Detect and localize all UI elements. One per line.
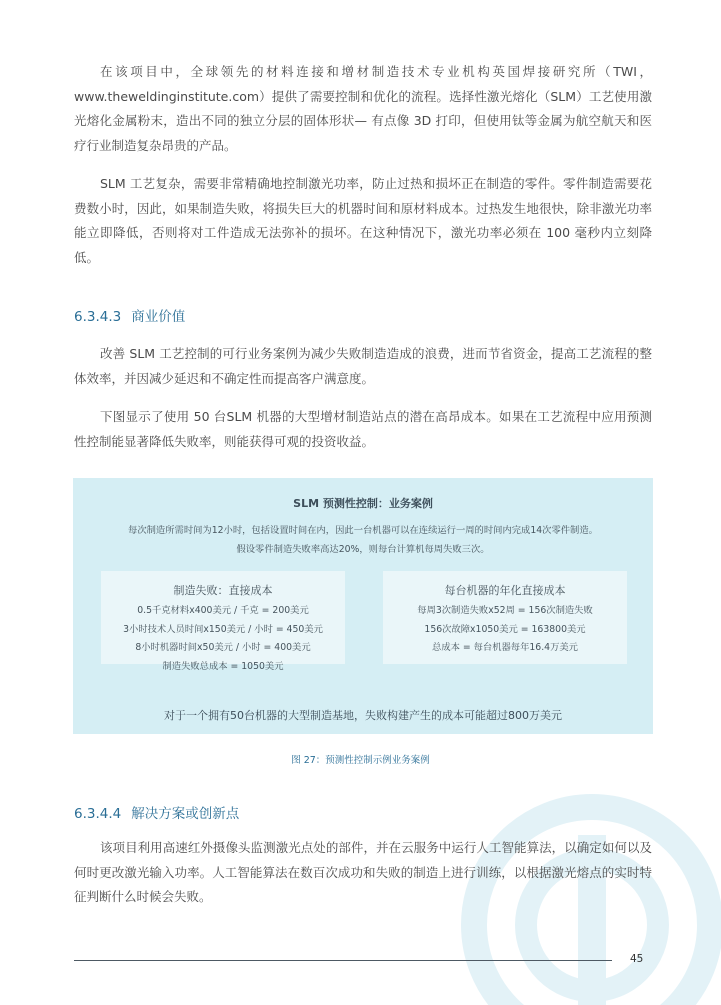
- section-title: 商业价值: [131, 309, 186, 325]
- figure-conclusion: 对于一个拥有50台机器的大型制造基地，失败构建产生的成本可能超过800万美元: [164, 709, 562, 722]
- business-case-figure: [73, 478, 653, 734]
- card-title: 制造失败：直接成本: [173, 584, 273, 597]
- card-lines: [101, 602, 345, 676]
- intro-paragraph: 在该项目中，全球领先的材料连接和增材制造技术专业机构英国焊接研究所（TWI，www.theweldinginstitute.com）提供了需要控制和优化的流程。选择性激光熔化（SLM）工艺使用激光熔化金属粉末，造出不同的独立分层的固体形状— 有点像 3D 打印，但使用钛等金属为航空航天和医疗行业制造复杂昂贵的产品。: [74, 64, 652, 153]
- figure-intro-paragraph: 下图显示了使用 50 台SLM 机器的大型增材制造站点的潜在高昂成本。如果在工艺流程中应用预测性控制能显著降低失败率，则能获得可观的投资收益。: [74, 409, 652, 449]
- section-heading-solution: [74, 802, 239, 822]
- cost-line: 8小时机器时间x50美元 / 小时 = 400美元: [135, 642, 311, 653]
- solution-paragraph: 该项目利用高速红外摄像头监测激光点处的部件，并在云服务中运行人工智能算法，以确定如何以及何时更改激光输入功率。人工智能算法在数百次成功和失败的制造上进行训练，以根据激光熔点的实时特征判断什么时候会失败。: [74, 840, 652, 904]
- section-number: 6.3.4.3: [74, 309, 122, 325]
- assumption-line: 每次制造所需时间为12小时，包括设置时间在内，因此一台机器可以在连续运行一周的时间内完成14次零件制造。: [128, 525, 598, 536]
- card-lines: [383, 602, 627, 658]
- figure-caption: 图 27：预测性控制示例业务案例: [291, 755, 430, 766]
- cost-line: 3小时技术人员时间x150美元 / 小时 = 450美元: [123, 623, 323, 635]
- section-title: 解决方案或创新点: [131, 806, 240, 822]
- figure-assumptions: [83, 521, 643, 559]
- slm-complexity-paragraph: SLM 工艺复杂，需要非常精确地控制激光功率，防止过热和损坏正在制造的零件。零件制造需要花费数小时，因此，如果制造失败，将损失巨大的机器时间和原材料成本。过热发生地很快，除非激光功率能立即降低，否则将对工件造成无法弥补的损坏。在这种情况下，激光功率必须在 100 毫秒内立刻降低。: [74, 176, 652, 265]
- section-heading-business-value: [74, 305, 185, 325]
- business-case-paragraph: 改善 SLM 工艺控制的可行业务案例为减少失败制造造成的浪费，进而节省资金，提高工艺流程的整体效率，并因减少延迟和不确定性而提高客户满意度。: [74, 346, 652, 386]
- footer-divider: [74, 960, 612, 961]
- direct-cost-card: [101, 571, 345, 672]
- section-number: 6.3.4.4: [74, 806, 122, 822]
- assumption-line: 假设零件制造失败率高达20%，则每台计算机每周失败三次。: [236, 544, 490, 555]
- annual-cost-card: [383, 571, 627, 664]
- cost-line: 每周3次制造失败x52周 = 156次制造失败: [417, 605, 593, 616]
- page-number: 45: [630, 953, 644, 965]
- cost-line: 0.5千克材料x400美元 / 千克 = 200美元: [137, 605, 309, 616]
- cost-line: 156次故障x1050美元 = 163800美元: [424, 623, 586, 635]
- cost-line: 制造失败总成本 = 1050美元: [162, 660, 284, 672]
- figure-title: SLM 预测性控制：业务案例: [293, 497, 433, 510]
- card-title: 每台机器的年化直接成本: [444, 584, 566, 597]
- cost-line: 总成本 = 每台机器每年16.4万美元: [432, 642, 578, 653]
